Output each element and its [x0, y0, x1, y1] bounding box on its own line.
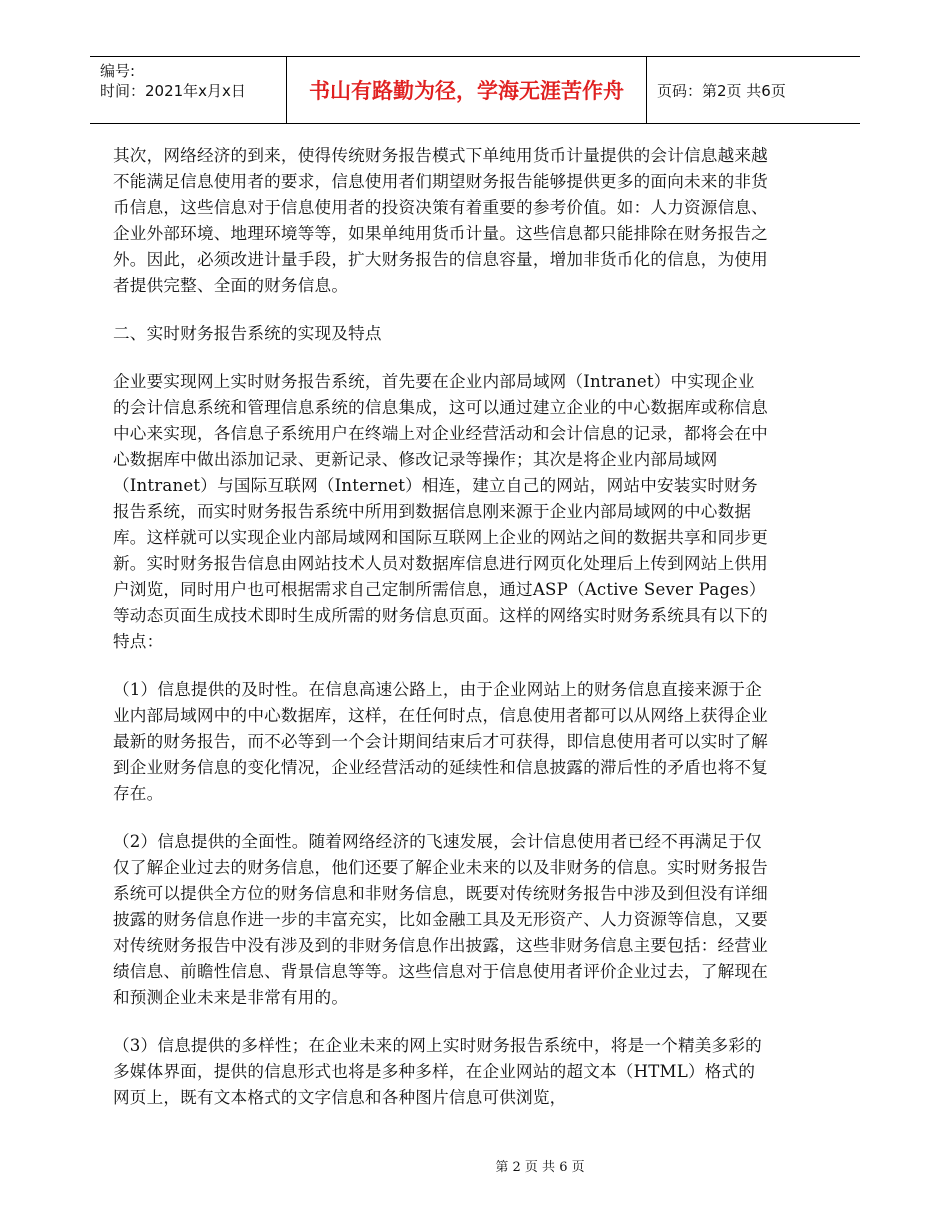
- paragraph-system: 企业要实现网上实时财务报告系统，首先要在企业内部局域网（Intranet）中实现企业的会计信息系统和管理信息系统的信息集成，这可以通过建立企业的中心数据库或称信息中心来实现，各信息子系统用户在终端上对企业经营活动和会计信息的记录，都将会在中心数据库中做出添加记录、更新记录、修改记录等操作；其次是将企业内部局域网（Intranet）与国际互联网（Internet）相连，建立自己的网站，网站中安装实时财务报告系统，而实时财务报告系统中所用到数据信息刚来源于企业内部局域网的中心数据库。这样就可以实现企业内部局域网和国际互联网上企业的网站之间的数据共享和同步更新。实时财务报告信息由网站技术人员对数据库信息进行网页化处理后上传到网站上供用户浏览，同时用户也可根据需求自己定制所需信息，通过ASP（Active Sever Pages）等动态页面生成技术即时生成所需的财务信息页面。这样的网络实时财务系统具有以下的特点：: [113, 372, 768, 651]
- page-footer: [0, 1156, 950, 1175]
- paragraph-intro: 其次，网络经济的到来，使得传统财务报告模式下单纯用货币计量提供的会计信息越来越不能满足信息使用者的要求，信息使用者们期望财务报告能够提供更多的面向未来的非货币信息，这些信息对于信息使用者的投资决策有着重要的参考价值。如：人力资源信息、企业外部环境、地理环境等等，如果单纯用货币计量。这些信息都只能排除在财务报告之外。因此，必须改进计量手段，扩大财务报告的信息容量，增加非货币化的信息，为使用者提供完整、全面的财务信息。: [113, 146, 768, 295]
- header-page-info: 页码：第2页 共6页: [657, 81, 786, 100]
- document-body: [113, 143, 769, 1133]
- header-time-label: 时间：2021年x月x日: [100, 82, 246, 100]
- header-meta: [90, 57, 287, 123]
- section-heading: 二、实时财务报告系统的实现及特点: [113, 324, 382, 343]
- page-header: [90, 56, 860, 124]
- paragraph-timeliness: （1）信息提供的及时性。在信息高速公路上，由于企业网站上的财务信息直接来源于企业内部局域网中的中心数据库，这样，在任何时点，信息使用者都可以从网络上获得企业最新的财务报告，而不必等到一个会计期间结束后才可获得，即信息使用者可以实时了解到企业财务信息的变化情况，企业经营活动的延续性和信息披露的滞后性的矛盾也将不复存在。: [113, 680, 768, 803]
- paragraph-diversity: （3）信息提供的多样性；在企业未来的网上实时财务报告系统中，将是一个精美多彩的多媒体界面，提供的信息形式也将是多种多样，在企业网站的超文本（HTML）格式的网页上，既有文本格式的文字信息和各种图片信息可供浏览，: [113, 1036, 762, 1107]
- footer-page-number: 第 2 页 共 6 页: [495, 1160, 585, 1175]
- paragraph-comprehensiveness: （2）信息提供的全面性。随着网络经济的飞速发展，会计信息使用者已经不再满足于仅仅了解企业过去的财务信息，他们还要了解企业未来的以及非财务的信息。实时财务报告系统可以提供全方位的财务信息和非财务信息，既要对传统财务报告中涉及到但没有详细披露的财务信息作进一步的丰富充实，比如金融工具及无形资产、人力资源等信息，又要对传统财务报告中没有涉及到的非财务信息作出披露，这些非财务信息主要包括：经营业绩信息、前瞻性信息、背景信息等等。这些信息对于信息使用者评价企业过去，了解现在和预测企业未来是非常有用的。: [113, 832, 768, 1007]
- header-motto: 书山有路勤为径，学海无涯苦作舟: [287, 57, 647, 123]
- header-number-label: 编号:: [100, 62, 136, 80]
